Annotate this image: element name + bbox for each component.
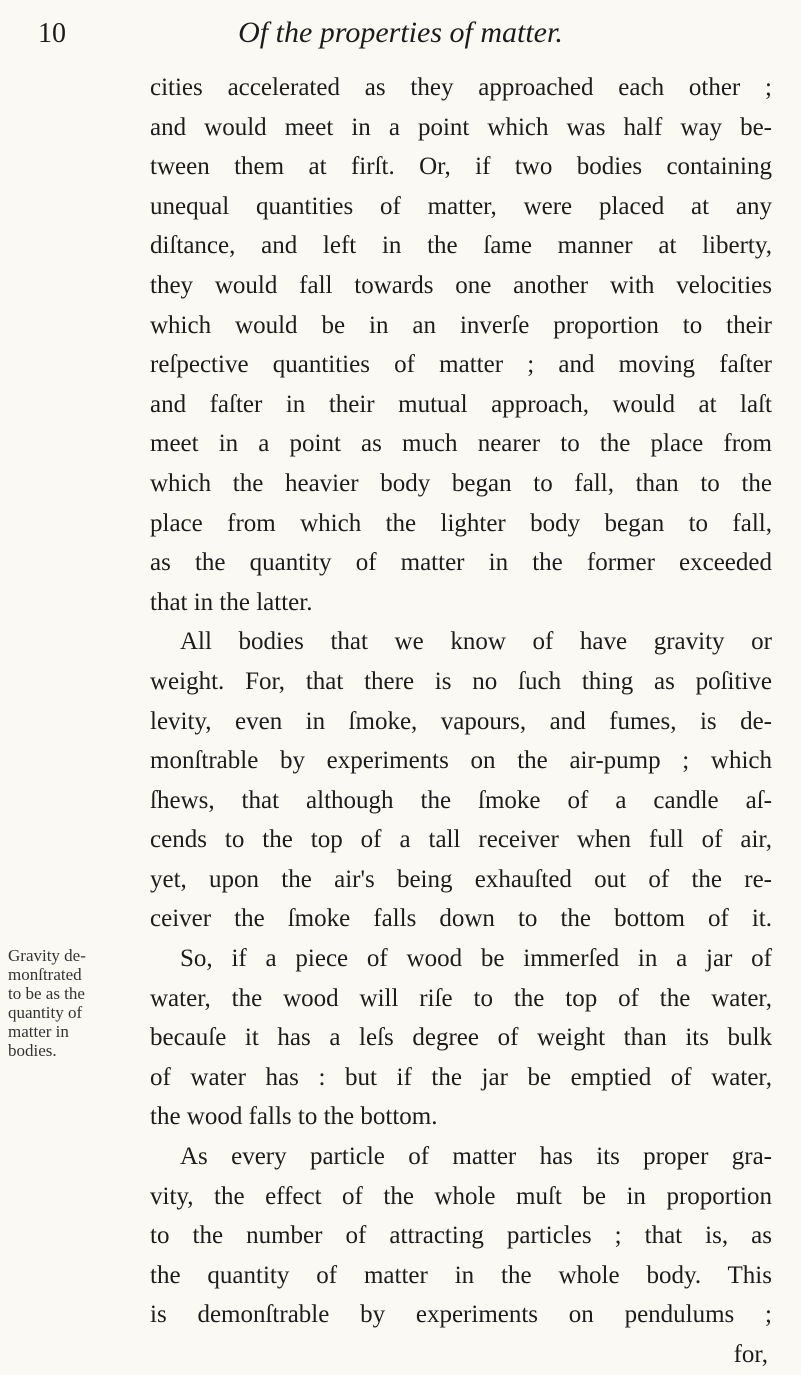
text-line: which would be in an inverſe proportion to their <box>150 311 772 339</box>
text-line: of water has : but if the jar be emptied of water, <box>150 1063 772 1091</box>
text-line: as the quantity of matter in the former exceeded <box>150 549 772 577</box>
body-text <box>150 68 772 1375</box>
text-line: to the number of attracting particles ; that is, as <box>150 1222 772 1250</box>
text-line: place from which the lighter body began to fall, <box>150 509 772 537</box>
margin-note-line: bodies. <box>8 1041 57 1060</box>
page-number: 10 <box>38 18 66 49</box>
text-line: yet, upon the air's being exhauſted out of the re- <box>150 865 772 893</box>
text-line: cends to the top of a tall receiver when full of air, <box>150 826 772 854</box>
running-header: Of the properties of matter. <box>238 16 563 49</box>
text-line: unequal quantities of matter, were placed at any <box>150 192 772 220</box>
text-line: which the heavier body began to fall, than to the <box>150 469 772 497</box>
text-line: All bodies that we know of have gravity or <box>180 628 772 656</box>
text-line: becauſe it has a leſs degree of weight than its bulk <box>150 1024 772 1052</box>
margin-note-line: to be as the <box>8 984 85 1003</box>
text-line: that in the latter. <box>150 588 313 616</box>
text-line: they would fall towards one another with velocities <box>150 271 772 299</box>
text-line: ceiver the ſmoke falls down to the bottom of it. <box>150 905 772 933</box>
text-line: monſtrable by experiments on the air-pump ; which <box>150 747 772 775</box>
margin-note-line: matter in <box>8 1022 69 1041</box>
text-line: vity, the effect of the whole muſt be in proportion <box>150 1182 772 1210</box>
text-line: levity, even in ſmoke, vapours, and fumes, is de- <box>150 707 772 735</box>
text-line: diſtance, and left in the ſame manner at liberty, <box>150 232 772 260</box>
margin-note-line: Gravity de- <box>8 946 86 965</box>
text-line: the wood falls to the bottom. <box>150 1103 438 1131</box>
text-line: reſpective quantities of matter ; and moving faſter <box>150 351 772 379</box>
text-line: and would meet in a point which was half way be- <box>150 113 772 141</box>
text-line: the quantity of matter in the whole body. This <box>150 1261 772 1289</box>
text-line: weight. For, that there is no ſuch thing as poſitive <box>150 667 772 695</box>
margin-note <box>8 946 140 1060</box>
text-line: meet in a point as much nearer to the place from <box>150 430 772 458</box>
text-line: ſhews, that although the ſmoke of a candle aſ- <box>150 786 772 814</box>
margin-note-line: quantity of <box>8 1003 83 1022</box>
margin-note-line: monſtrated <box>8 965 82 984</box>
text-line: tween them at firſt. Or, if two bodies containing <box>150 153 772 181</box>
text-line: As every particle of matter has its proper gra- <box>180 1143 772 1171</box>
text-line: cities accelerated as they approached each other ; <box>150 74 772 101</box>
text-line: is demonſtrable by experiments on pendulums ; <box>150 1301 772 1329</box>
text-line: and faſter in their mutual approach, would at laſt <box>150 390 772 418</box>
text-line: So, if a piece of wood be immerſed in a jar of <box>180 945 772 973</box>
catchword: for, <box>733 1341 768 1368</box>
text-line: water, the wood will riſe to the top of the water, <box>150 984 772 1012</box>
